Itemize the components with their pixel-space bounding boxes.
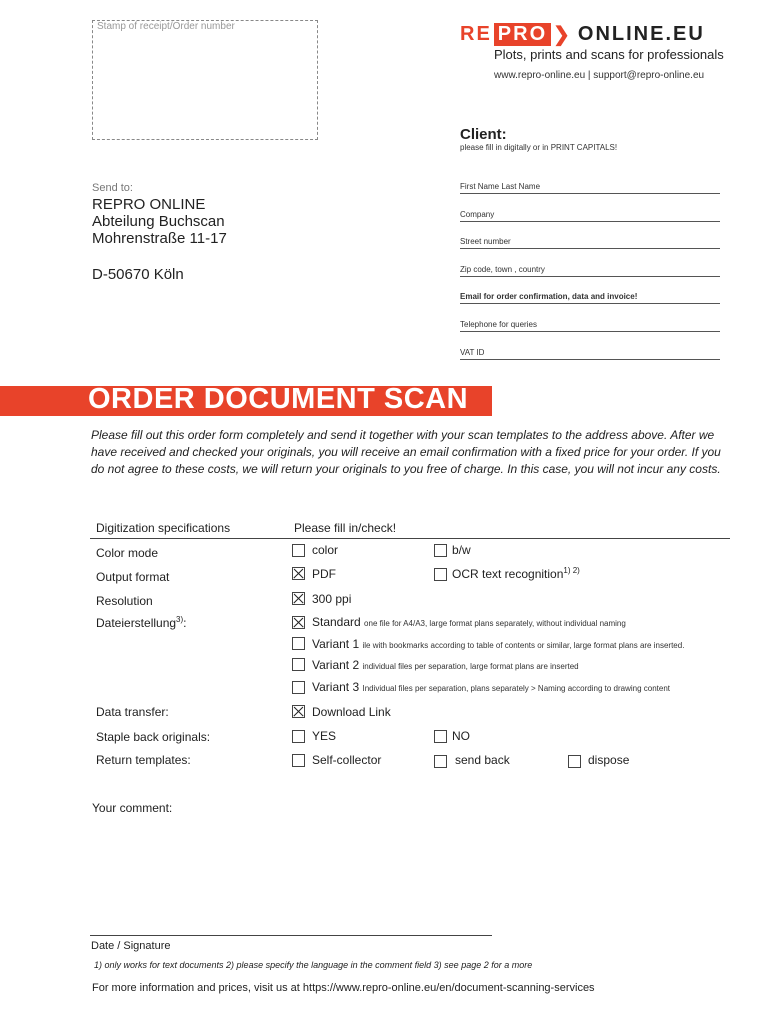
option-300ppi: 300 ppi — [312, 592, 352, 606]
send-to-label: Send to: — [92, 182, 133, 194]
option-ocr — [452, 566, 580, 581]
address-city: D-50670 Köln — [92, 266, 184, 283]
address-line-2: Abteilung Buchscan — [92, 213, 225, 230]
ocr-label: OCR text recognition — [452, 567, 564, 581]
file-creation-text: Dateierstellung — [96, 616, 177, 630]
variant-2-note: individual files per separation, large format plans are inserted — [362, 662, 579, 671]
vat-field[interactable]: VAT ID — [460, 348, 720, 360]
checkbox-send-back[interactable] — [434, 755, 447, 768]
comment-area[interactable] — [90, 818, 730, 928]
ocr-footnote-ref: 1) 2) — [563, 566, 580, 575]
option-variant-1 — [312, 637, 684, 651]
more-info-text: For more information and prices, visit us at https://www.repro-online.eu/en/document-scanning-services — [92, 982, 595, 994]
checkbox-dispose[interactable] — [568, 755, 581, 768]
checkbox-variant-3[interactable] — [292, 681, 305, 694]
checkbox-staple-no[interactable] — [434, 730, 447, 743]
option-self-collector: Self-collector — [312, 753, 382, 767]
option-color: color — [312, 543, 339, 557]
label-file-creation — [96, 615, 187, 630]
checkbox-self-collector[interactable] — [292, 754, 305, 767]
email-field[interactable]: Email for order confirmation, data and invoice! — [460, 292, 720, 304]
client-title: Client: — [460, 126, 507, 143]
client-note: please fill in digitally or in PRINT CAPITALS! — [460, 143, 618, 152]
option-variant-2 — [312, 658, 579, 672]
label-return-templates: Return templates: — [96, 753, 191, 767]
checkbox-standard[interactable] — [292, 616, 305, 629]
checkbox-bw[interactable] — [434, 544, 447, 557]
label-data-transfer: Data transfer: — [96, 705, 169, 719]
address-line-1: REPRO ONLINE — [92, 196, 206, 213]
label-staple-back: Staple back originals: — [96, 730, 211, 744]
header-fill-in: Please fill in/check! — [294, 521, 397, 535]
checkbox-300ppi[interactable] — [292, 592, 305, 605]
variant-1-note: ile with bookmarks according to table of contents or similar, large format plans are inserted. — [362, 641, 685, 650]
name-field[interactable]: First Name Last Name — [460, 182, 720, 194]
header-specifications: Digitization specifications — [96, 521, 231, 535]
checkbox-ocr[interactable] — [434, 568, 447, 581]
option-bw: b/w — [452, 543, 471, 557]
checkbox-variant-1[interactable] — [292, 637, 305, 650]
standard-note: one file for A4/A3, large format plans separately, without individual naming — [364, 619, 626, 628]
intro-text: Please fill out this order form completely and send it together with your scan templates to the address above. After we have received and checked your originals, you will receive an email confirmation with a fixed price for your order. If you do not agree to these costs, we will return your originals to you free of charge. In this case, you will not incur any costs. — [91, 428, 721, 476]
repro-online-logo — [460, 20, 705, 48]
logo-online: ONLINE.EU — [577, 22, 705, 45]
comment-label: Your comment: — [92, 801, 173, 815]
variant-1-label: Variant 1 — [312, 637, 360, 651]
label-output-format: Output format — [96, 570, 170, 584]
telephone-field[interactable]: Telephone for queries — [460, 320, 720, 332]
label-color-mode: Color mode — [96, 546, 159, 560]
variant-2-label: Variant 2 — [312, 658, 360, 672]
option-no: NO — [452, 729, 470, 743]
logo-pro: PRO — [494, 23, 551, 46]
tagline: Plots, prints and scans for professionals — [494, 47, 724, 62]
variant-3-label: Variant 3 — [312, 680, 360, 694]
page-title: ORDER DOCUMENT SCAN — [88, 383, 469, 415]
option-dispose: dispose — [588, 753, 630, 767]
signature-line[interactable] — [90, 935, 492, 936]
street-field[interactable]: Street number — [460, 237, 720, 249]
checkbox-staple-yes[interactable] — [292, 730, 305, 743]
footnotes: 1) only works for text documents 2) please specify the language in the comment field 3) see page 2 for a more — [94, 960, 533, 970]
option-send-back: send back — [455, 753, 510, 767]
option-standard — [312, 615, 626, 629]
stamp-box[interactable] — [92, 20, 318, 140]
option-download-link: Download Link — [312, 705, 391, 719]
company-field[interactable]: Company — [460, 210, 720, 222]
chevron-right-icon: ❯ — [553, 23, 572, 46]
stamp-label: Stamp of receipt/Order number — [97, 21, 235, 32]
send-to-address — [92, 196, 227, 247]
logo-re: RE — [460, 22, 492, 45]
signature-label: Date / Signature — [91, 940, 171, 952]
zip-field[interactable]: Zip code, town , country — [460, 265, 720, 277]
file-creation-colon: : — [183, 616, 187, 630]
option-yes: YES — [312, 729, 337, 743]
checkbox-variant-2[interactable] — [292, 658, 305, 671]
address-line-3: Mohrenstraße 11-17 — [92, 230, 227, 247]
label-resolution: Resolution — [96, 594, 153, 608]
contact-line: www.repro-online.eu | support@repro-online.eu — [494, 70, 705, 81]
standard-label: Standard — [312, 615, 361, 629]
variant-3-note: Individual files per separation, plans separately > Naming according to drawing content — [362, 684, 670, 693]
checkbox-pdf[interactable] — [292, 567, 305, 580]
option-variant-3 — [312, 680, 670, 694]
checkbox-color[interactable] — [292, 544, 305, 557]
option-pdf: PDF — [312, 567, 336, 581]
file-creation-footnote-ref: 3) — [176, 615, 184, 624]
checkbox-download-link[interactable] — [292, 705, 305, 718]
header-divider — [90, 538, 730, 539]
